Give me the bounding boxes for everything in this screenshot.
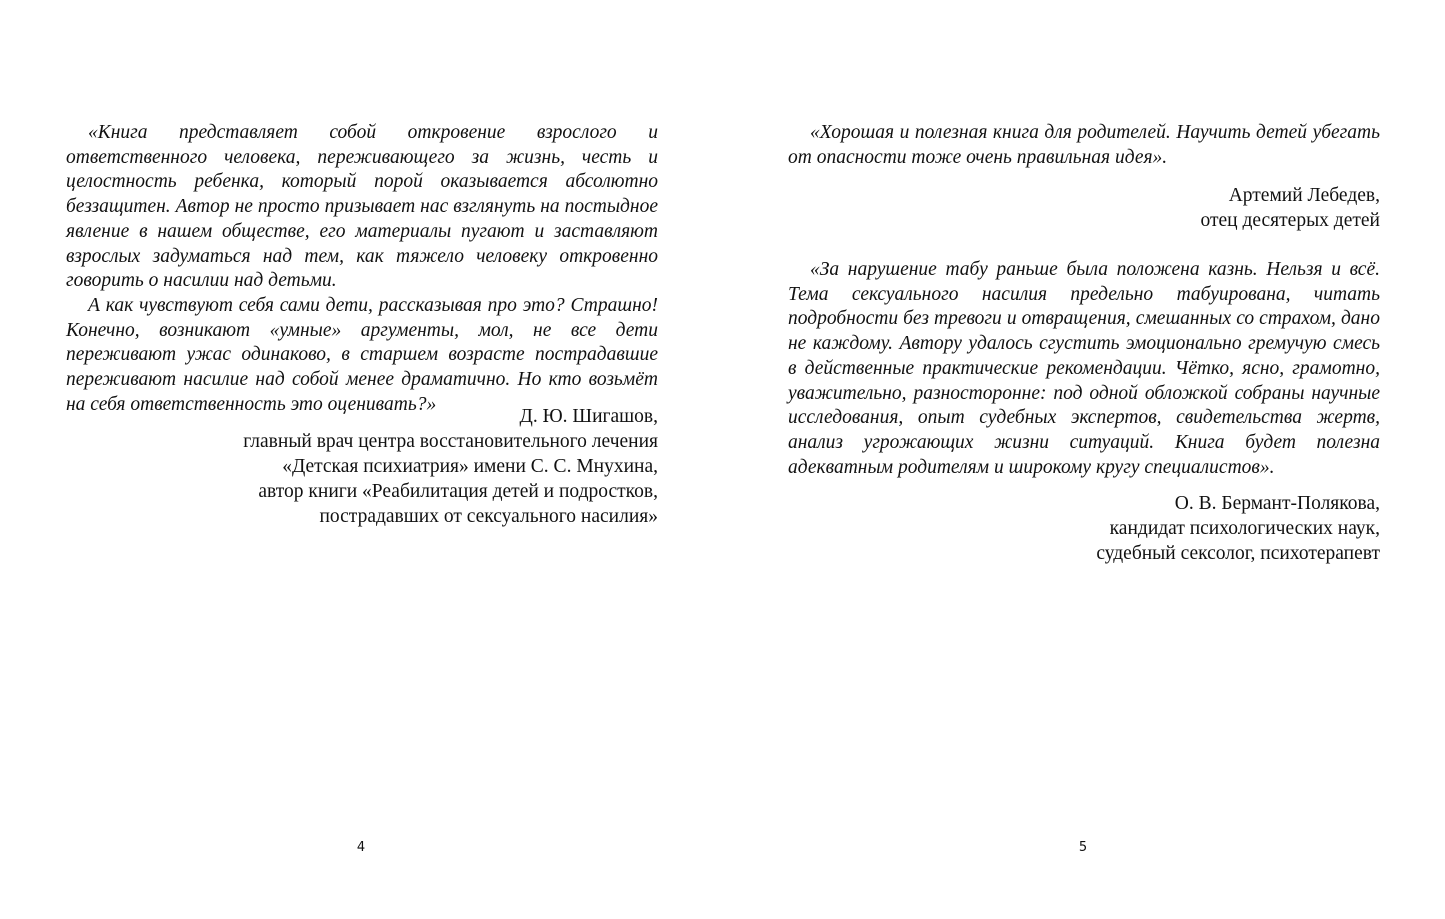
right-page bbox=[788, 0, 1380, 919]
quote-paragraph: «За нарушение табу раньше была положена казнь. Нельзя и всё. Тема сексуального насилия предельно табуирована, читать подробности без тревоги и отвращения, смешанных со страхом, дано не каждому. Автору удалось сгустить эмоционально гремучую смесь в действенные практические рекомендации. Чётко, ясно, грамотно, уважительно, разносторонне: под одной обложкой собраны научные исследования, опыт судебных экспертов, свидетельства жертв, анализ угрожающих жизни ситуаций. Книга будет полезна адекватным родителям и широкому кругу специалистов». bbox=[788, 259, 1380, 478]
attribution-line: Д. Ю. Шигашов, bbox=[519, 406, 658, 427]
left-page bbox=[66, 0, 658, 919]
attribution-line: «Детская психиатрия» имени С. С. Мнухина, bbox=[282, 456, 658, 477]
attribution-bermant bbox=[1096, 491, 1380, 566]
attribution-line: главный врач центра восстановительного лечения bbox=[243, 431, 658, 452]
quote-shigashov bbox=[66, 121, 658, 417]
attribution-line: отец десятерых детей bbox=[1200, 210, 1380, 231]
attribution-line: О. В. Бермант-Полякова, bbox=[1174, 493, 1380, 514]
quote-lebedev bbox=[788, 121, 1380, 170]
page-number-right: 5 bbox=[1078, 840, 1088, 855]
attribution-line: Артемий Лебедев, bbox=[1228, 185, 1380, 206]
page-number-left: 4 bbox=[356, 840, 366, 855]
attribution-line: судебный сексолог, психотерапевт bbox=[1096, 543, 1380, 564]
attribution-shigashov bbox=[243, 404, 658, 529]
quote-paragraph: «Хорошая и полезная книга для родителей. Научить детей убегать от опасности тоже очень правильная идея». bbox=[788, 122, 1380, 168]
attribution-lebedev bbox=[1200, 183, 1380, 233]
quote-paragraph: А как чувствуют себя сами дети, рассказывая про это? Страшно! Конечно, возникают «умные» аргументы, мол, не все дети переживают ужас одинаково, в старшем возрасте пострадавшие переживают насилие над собой менее драматично. Но кто возьмёт на себя ответственность это оценивать?» bbox=[66, 294, 658, 415]
quote-paragraph: «Книга представляет собой откровение взрослого и ответственного человека, переживающего за жизнь, честь и целостность ребенка, который порой оказывается абсолютно беззащитен. Автор не просто призывает нас взглянуть на постыдное явление в нашем обществе, его материалы пугают и заставляют взрослых задуматься над тем, как тяжело человеку откровенно говорить о насилии над детьми. bbox=[66, 122, 658, 292]
attribution-line: пострадавших от сексуального насилия» bbox=[319, 506, 658, 527]
attribution-line: автор книги «Реабилитация детей и подростков, bbox=[258, 481, 658, 502]
quote-bermant bbox=[788, 258, 1380, 480]
attribution-line: кандидат психологических наук, bbox=[1109, 518, 1380, 539]
